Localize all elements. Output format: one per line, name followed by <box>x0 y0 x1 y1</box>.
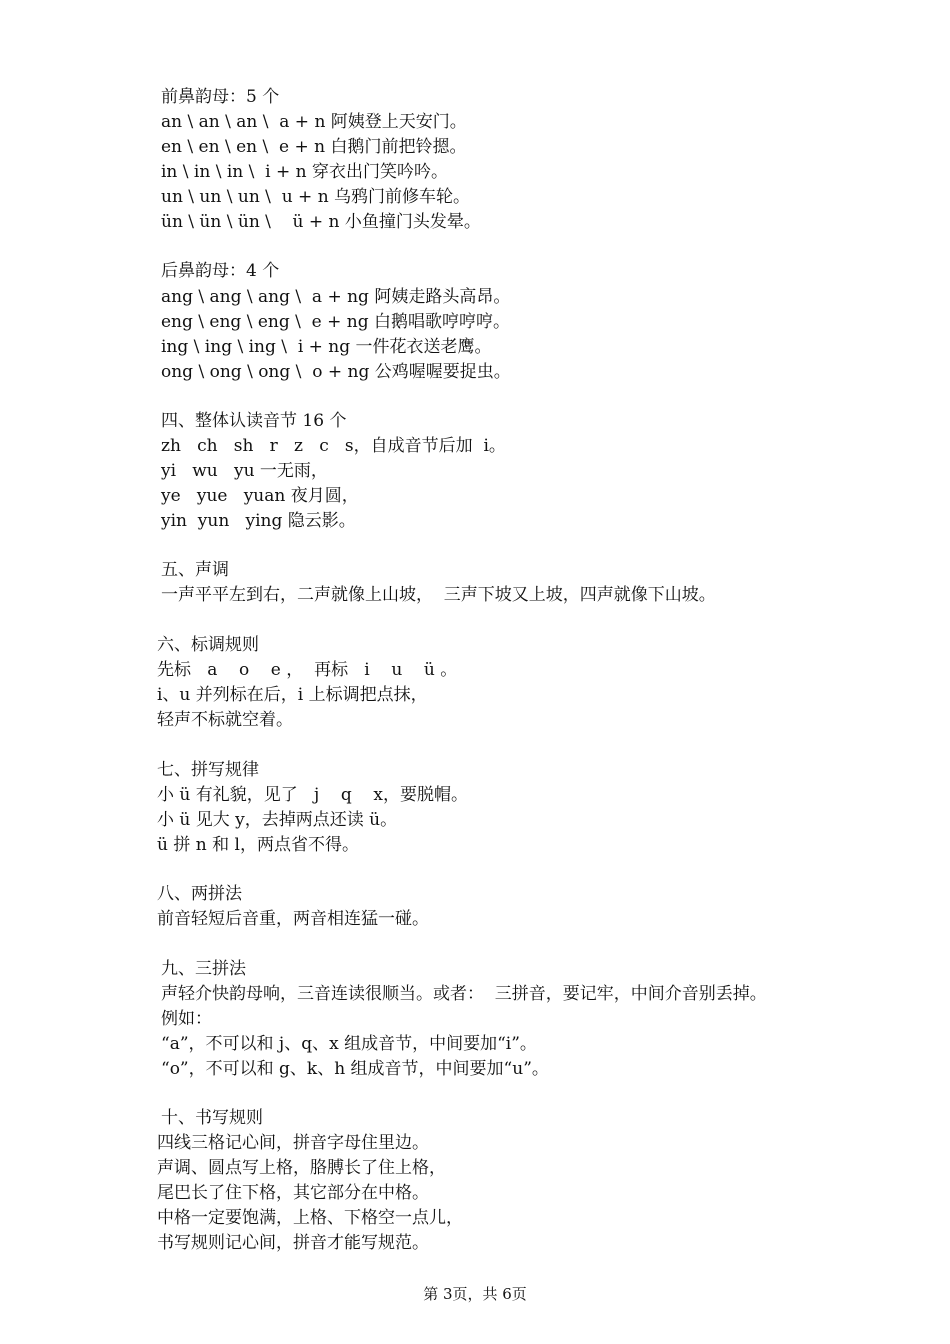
text-line: ing \ ing \ ing \ i + ng 一件花衣送老鹰。 <box>161 337 492 357</box>
text-line: 四线三格记心间，拼音字母住里边。 <box>157 1133 429 1153</box>
section-heading-three-spell: 九、三拼法 <box>161 959 246 979</box>
text-line: 前音轻短后音重，两音相连猛一碰。 <box>157 909 429 929</box>
text-line: “o”，不可以和 g、k、h 组成音节，中间要加“u”。 <box>161 1059 549 1079</box>
section-heading-two-spell: 八、两拼法 <box>157 884 242 904</box>
text-line: 例如： <box>161 1009 212 1029</box>
text-line: 小 ü 有礼貌，见了 j q x，要脱帽。 <box>157 785 468 805</box>
text-line: 先标 a o e ， 再标 i u ü 。 <box>157 660 458 680</box>
text-line: yi wu yu 一无雨， <box>161 461 328 481</box>
text-line: i、u 并列标在后，i 上标调把点抹， <box>157 685 428 705</box>
section-heading-front-nasal: 前鼻韵母：5 个 <box>161 87 280 107</box>
text-line: ün \ ün \ ün \ ü + n 小鱼撞门头发晕。 <box>161 212 481 232</box>
text-line: yin yun ying 隐云影。 <box>161 511 356 531</box>
section-heading-tones: 五、声调 <box>161 560 229 580</box>
text-line: 声轻介快韵母响，三音连读很顺当。或者： 三拼音，要记牢，中间介音别丢掉。 <box>161 984 767 1004</box>
section-heading-back-nasal: 后鼻韵母：4 个 <box>161 261 280 281</box>
text-line: un \ un \ un \ u + n 乌鸦门前修车轮。 <box>161 187 471 207</box>
text-line: in \ in \ in \ i + n 穿衣出门笑吟吟。 <box>161 162 449 182</box>
text-line: “a”，不可以和 j、q、x 组成音节，中间要加“i”。 <box>161 1034 537 1054</box>
page-number-footer: 第 3页，共 6页 <box>423 1285 527 1303</box>
text-line: 中格一定要饱满，上格、下格空一点儿， <box>157 1208 463 1228</box>
section-heading-spelling-rules: 七、拼写规律 <box>157 760 259 780</box>
text-line: ang \ ang \ ang \ a + ng 阿姨走路头高昂。 <box>161 287 511 307</box>
text-line: zh ch sh r z c s，自成音节后加 i。 <box>161 436 506 456</box>
text-line: 一声平平左到右，二声就像上山坡， 三声下坡又上坡，四声就像下山坡。 <box>161 585 716 605</box>
text-line: 声调、圆点写上格，胳膊长了住上格， <box>157 1158 446 1178</box>
text-line: ong \ ong \ ong \ o + ng 公鸡喔喔要捉虫。 <box>161 362 511 382</box>
text-line: ü 拼 n 和 l，两点省不得。 <box>157 835 359 855</box>
text-line: 书写规则记心间，拼音才能写规范。 <box>157 1233 429 1253</box>
text-line: 尾巴长了住下格，其它部分在中格。 <box>157 1183 429 1203</box>
section-heading-tone-marking: 六、标调规则 <box>157 635 259 655</box>
text-line: ye yue yuan 夜月圆， <box>161 486 359 506</box>
text-line: en \ en \ en \ e + n 白鹅门前把铃摁。 <box>161 137 467 157</box>
text-line: eng \ eng \ eng \ e + ng 白鹅唱歌哼哼哼。 <box>161 312 511 332</box>
text-line: an \ an \ an \ a + n 阿姨登上天安门。 <box>161 112 467 132</box>
text-line: 轻声不标就空着。 <box>157 710 293 730</box>
section-heading-whole-syllables: 四、整体认读音节 16 个 <box>161 411 347 431</box>
text-line: 小 ü 见大 y，去掉两点还读 ü。 <box>157 810 398 830</box>
section-heading-writing-rules: 十、书写规则 <box>161 1108 263 1128</box>
